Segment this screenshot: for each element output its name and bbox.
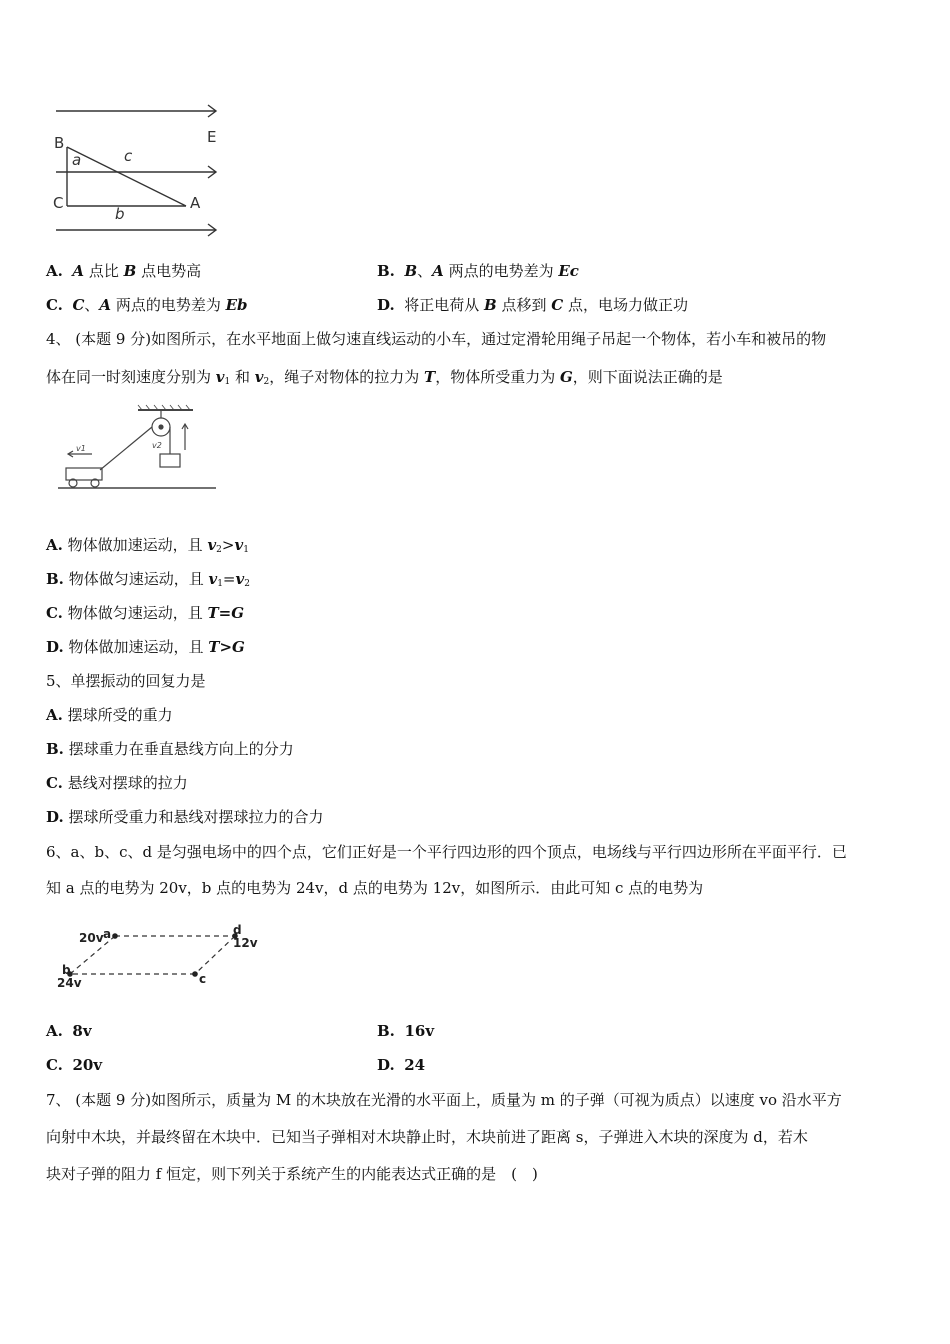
cart-body	[66, 468, 102, 480]
label-a-value: 20v	[79, 931, 104, 945]
label-c: c	[124, 147, 133, 165]
label-v1: v1	[76, 444, 86, 453]
q3-option-c: C. C、A 两点的电势差为 Eb	[46, 296, 248, 314]
q3-option-d: D. 将正电荷从 B 点移到 C 点，电场力做正功	[377, 296, 688, 314]
q4-stem-line-2: 体在同一时刻速度分别为 $v_1$ 和 $v_2$，绳子对物体的拉力为 T，物体所受重力为 G，则下面说法正确的是	[46, 368, 723, 387]
q4-option-b: B. 物体做匀速运动，且 $v_1=v_2$	[46, 570, 250, 589]
q5-stem: 5、单摆振动的回复力是	[46, 672, 206, 690]
q5-option-c: C. 悬线对摆球的拉力	[46, 774, 188, 792]
q7-stem-line-1: 7、 (本题 9 分)如图所示，质量为 M 的木块放在光滑的水平面上，质量为 m 的子弹（可视为质点）以速度 vo 沿水平方	[46, 1091, 842, 1109]
label-d: d	[233, 923, 242, 937]
rope-to-cart	[100, 427, 152, 470]
point-c	[192, 971, 198, 977]
label-b: b	[62, 963, 71, 977]
label-c: c	[199, 972, 207, 986]
label-b-value: 24v	[57, 976, 82, 990]
q6-option-a: A. 8v	[46, 1022, 92, 1040]
label-A: A	[190, 194, 201, 212]
label-a: a	[103, 927, 112, 941]
label-b: b	[115, 205, 125, 223]
q4-option-a: A. 物体做加速运动，且 $v_2>v_1$	[46, 536, 249, 555]
q5-option-b: B. 摆球重力在垂直悬线方向上的分力	[46, 740, 294, 758]
parallelogram-figure	[55, 922, 275, 992]
q4-option-c: C. 物体做匀速运动，且 T=G	[46, 604, 245, 622]
q6-option-b: B. 16v	[377, 1022, 435, 1040]
q5-option-d: D. 摆球所受重力和悬线对摆球拉力的合力	[46, 808, 324, 826]
label-v2: v2	[152, 441, 162, 450]
electric-field-triangle-figure	[50, 100, 280, 240]
q7-stem-line-3: 块对子弹的阻力 f 恒定，则下列关于系统产生的内能表达式正确的是 ( )	[46, 1165, 538, 1183]
label-C: C	[53, 194, 64, 212]
q5-option-a: A. 摆球所受的重力	[46, 706, 173, 724]
q6-option-c: C. 20v	[46, 1056, 103, 1074]
q3-option-a: A. A 点比 B 点电势高	[46, 262, 202, 280]
q4-stem-line-1: 4、 (本题 9 分)如图所示，在水平地面上做匀速直线运动的小车，通过定滑轮用绳子吊起一个物体，若小车和被吊的物	[46, 330, 827, 348]
label-a: a	[72, 151, 82, 169]
label-E: E	[207, 128, 217, 146]
q4-option-d: D. 物体做加速运动，且 T>G	[46, 638, 245, 656]
point-a	[112, 933, 118, 939]
q7-stem-line-2: 向射中木块，并最终留在木块中．已知当子弹相对木块静止时，木块前进了距离 s，子弹进入木块的深度为 d，若木	[46, 1128, 808, 1146]
edge-d-c	[195, 936, 235, 974]
q6-option-d: D. 24	[377, 1056, 426, 1074]
label-d-value: 12v	[233, 936, 258, 950]
q6-stem-line-2: 知 a 点的电势为 20v，b 点的电势为 24v，d 点的电势为 12v，如图所示．由此可知 c 点的电势为	[46, 879, 704, 897]
cart-pulley-figure	[58, 402, 218, 497]
label-B: B	[54, 134, 65, 152]
q3-option-b: B. B、A 两点的电势差为 Ec	[377, 262, 579, 280]
q6-stem-line-1: 6、a、b、c、d 是匀强电场中的四个点，它们正好是一个平行四边形的四个顶点，电场线与平行四边形所在平面平行．已	[46, 843, 847, 861]
hanging-block	[160, 454, 180, 467]
